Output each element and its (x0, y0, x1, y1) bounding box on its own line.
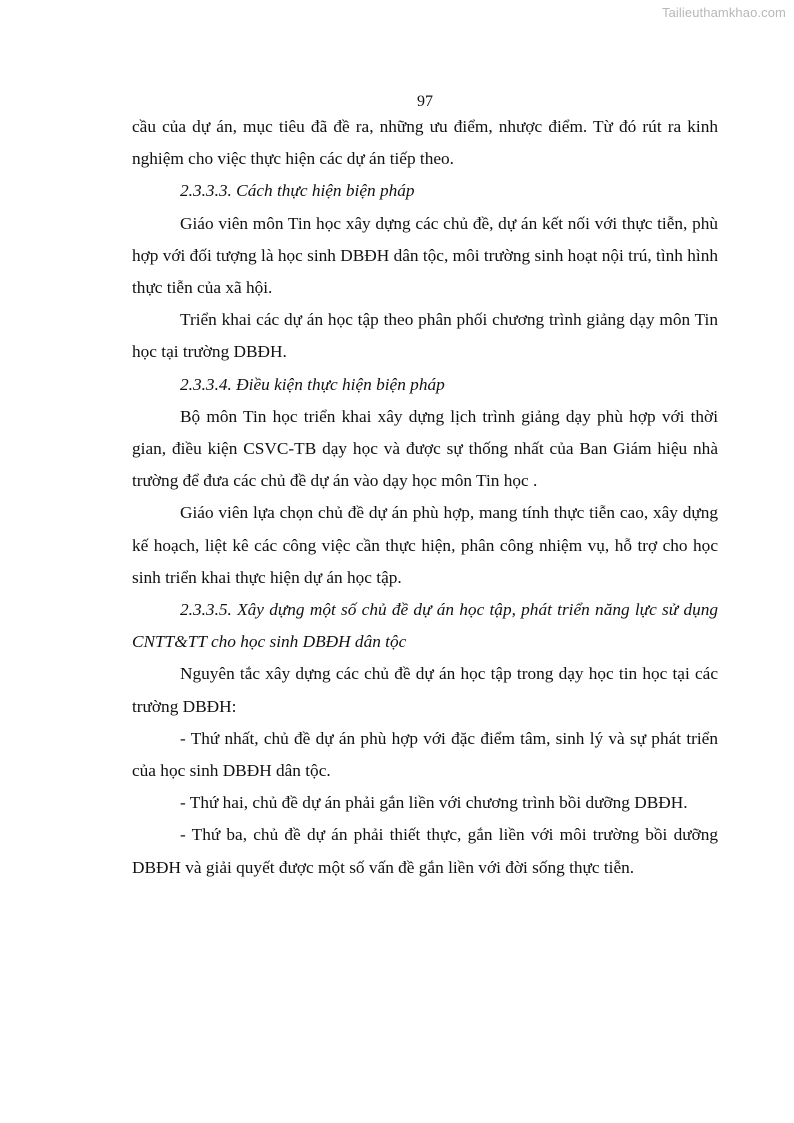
list-item: - Thứ hai, chủ đề dự án phải gắn liền với chương trình bồi dưỡng DBĐH. (180, 793, 688, 813)
paragraph: cầu của dự án, mục tiêu đã đề ra, những ưu điểm, nhược điểm. Từ đó rút ra kinh nghiệm cho việc thực hiện các dự án tiếp theo. (132, 117, 718, 169)
document-body (132, 111, 718, 884)
paragraph: Nguyên tắc xây dựng các chủ đề dự án học tập trong dạy học tin học tại các trường DBĐH: (132, 664, 718, 716)
paragraph: Triển khai các dự án học tập theo phân phối chương trình giảng dạy môn Tin học tại trường DBĐH. (132, 310, 718, 362)
section-heading: 2.3.3.3. Cách thực hiện biện pháp (180, 181, 415, 201)
section-heading: 2.3.3.5. Xây dựng một số chủ đề dự án học tập, phát triển năng lực sử dụng CNTT&TT cho học sinh DBĐH dân tộc (132, 600, 718, 652)
list-item: - Thứ ba, chủ đề dự án phải thiết thực, gắn liền với môi trường bồi dưỡng DBĐH và giải quyết được một số vấn đề gắn liền với đời sống thực tiễn. (132, 825, 718, 877)
paragraph: Giáo viên lựa chọn chủ đề dự án phù hợp, mang tính thực tiễn cao, xây dựng kế hoạch, liệt kê các công việc cần thực hiện, phân công nhiệm vụ, hỗ trợ cho học sinh triển khai thực hiện dự án học tập. (132, 503, 718, 587)
list-item: - Thứ nhất, chủ đề dự án phù hợp với đặc điểm tâm, sinh lý và sự phát triển của học sinh DBĐH dân tộc. (132, 728, 718, 781)
paragraph: Giáo viên môn Tin học xây dựng các chủ đề, dự án kết nối với thực tiễn, phù hợp với đối tượng là học sinh DBĐH dân tộc, môi trường sinh hoạt nội trú, tình hình thực tiễn của xã hội. (132, 213, 718, 298)
watermark: Tailieuthamkhao.com (661, 5, 786, 20)
page-number: 97 (417, 93, 433, 110)
section-heading: 2.3.3.4. Điều kiện thực hiện biện pháp (180, 374, 445, 394)
paragraph: Bộ môn Tin học triển khai xây dựng lịch trình giảng dạy phù hợp với thời gian, điều kiện CSVC-TB dạy học và được sự thống nhất của Ban Giám hiệu nhà trường để đưa các chủ đề dự án vào dạy học môn Tin học . (132, 406, 718, 491)
